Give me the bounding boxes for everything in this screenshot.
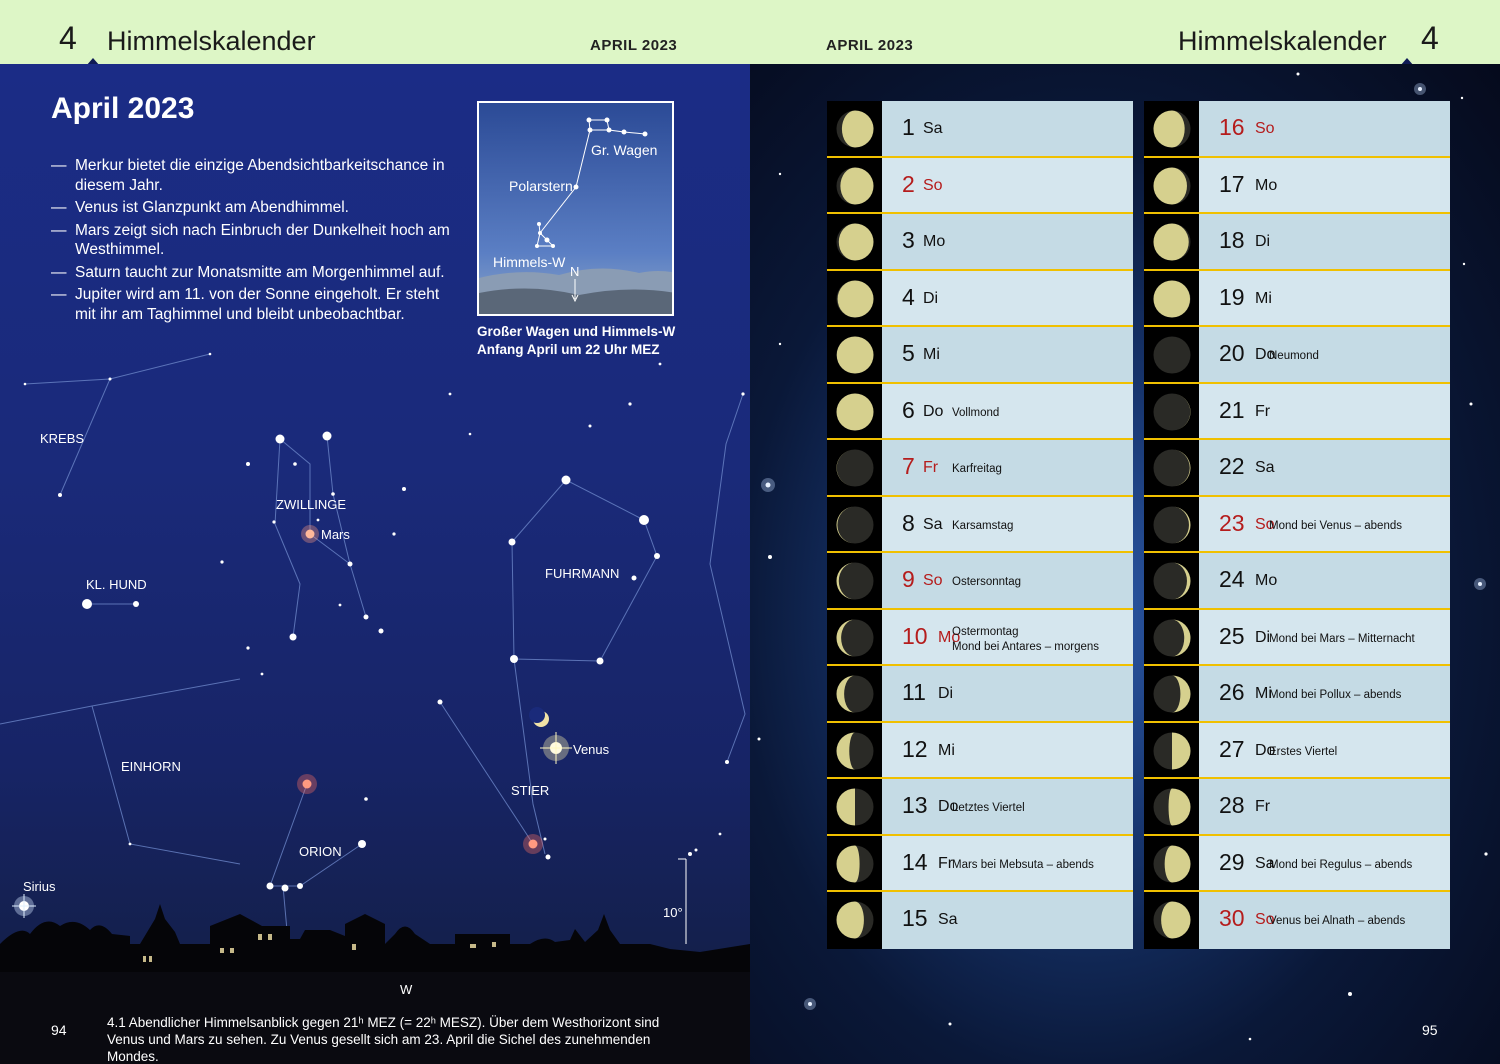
moon-phase-cell: [827, 101, 882, 156]
moon-phase-icon: [836, 449, 874, 487]
day-number: 3: [902, 227, 915, 254]
month-label-right: APRIL 2023: [826, 37, 914, 54]
moon-phase-icon: [836, 167, 874, 205]
inset-label-wagen: Gr. Wagen: [591, 142, 658, 158]
constellation-label-einhorn: EINHORN: [121, 759, 181, 774]
day-info-cell: [882, 836, 1133, 891]
calendar-day-row: [1144, 553, 1450, 610]
calendar-day-row: [827, 836, 1133, 893]
day-info-cell: [882, 327, 1133, 382]
moon-phase-icon: [1153, 619, 1191, 657]
inset-chart-big-dipper: [477, 101, 674, 316]
moon-phase-cell: [1144, 327, 1199, 382]
weekday: Di: [938, 685, 954, 703]
weekday: Fr: [1255, 402, 1271, 420]
calendar-day-row: [1144, 158, 1450, 215]
weekday: Sa: [923, 120, 943, 137]
day-info-cell: [1199, 723, 1450, 778]
calendar-day-row: [1144, 101, 1450, 158]
weekday: Mo: [1255, 176, 1278, 194]
moon-phase-cell: [1144, 666, 1199, 721]
page-number-left: 94: [51, 1022, 67, 1038]
weekday: Do: [923, 402, 944, 420]
weekday: Mi: [1255, 685, 1272, 703]
calendar-day-row: [1144, 497, 1450, 554]
calendar-day-row: [827, 892, 1133, 949]
weekday: Mo: [938, 628, 961, 646]
moon-phase-cell: [827, 384, 882, 439]
day-number: 25: [1219, 622, 1245, 649]
day-event-line: Ostermontag: [952, 625, 1019, 638]
day-event: Mond bei Pollux – abends: [1269, 689, 1402, 702]
moon-phase-icon: [1153, 393, 1191, 431]
day-number: 1: [902, 114, 915, 140]
moon-phase-icon: [1153, 506, 1191, 544]
moon-phase-cell: [1144, 779, 1199, 834]
moon-phase-icon: [1153, 901, 1191, 939]
chapter-title-right: Himmelskalender: [1178, 26, 1387, 56]
moon-phase-cell: [827, 723, 882, 778]
moon-phase-icon: [836, 562, 874, 600]
day-info-cell: [1199, 779, 1450, 834]
calendar-day-row: [827, 327, 1133, 384]
day-info-cell: [882, 553, 1133, 608]
moon-phase-icon: [1153, 732, 1191, 770]
day-event: Erstes Viertel: [1269, 745, 1338, 758]
inset-caption-line2: Anfang April um 22 Uhr MEZ: [477, 342, 660, 357]
calendar-day-row: [827, 553, 1133, 610]
day-info-cell: [882, 440, 1133, 495]
day-number: 20: [1219, 340, 1245, 367]
moon-phase-icon: [1153, 110, 1191, 148]
day-info-cell: [882, 666, 1133, 721]
weekday: Mi: [923, 346, 940, 364]
moon-phase-cell: [1144, 384, 1199, 439]
weekday: Sa: [938, 911, 958, 929]
day-event: [952, 625, 1099, 655]
calendar-day-row: [827, 214, 1133, 271]
calendar-day-row: [827, 440, 1133, 497]
moon-phase-cell: [1144, 214, 1199, 269]
calendar-day-row: [1144, 779, 1450, 836]
calendar-day-row: [827, 101, 1133, 158]
day-number: 2: [902, 170, 915, 197]
moon-phase-cell: [827, 158, 882, 213]
weekday: Mo: [1255, 572, 1278, 590]
moon-phase-icon: [836, 619, 874, 657]
calendar-day-row: [827, 723, 1133, 780]
chapter-number-left: 4: [59, 20, 77, 56]
day-info-cell: [1199, 384, 1450, 439]
day-info-cell: [882, 892, 1133, 949]
day-number: 14: [902, 848, 928, 875]
altitude-label: 10°: [663, 905, 683, 920]
day-info-cell: [1199, 101, 1450, 156]
weekday: So: [1255, 515, 1275, 533]
direction-label: W: [400, 982, 413, 997]
weekday: Sa: [1255, 459, 1275, 477]
day-event: Venus bei Alnath – abends: [1269, 915, 1406, 928]
day-event: Karfreitag: [952, 463, 1002, 476]
moon-phase-icon: [1153, 675, 1191, 713]
day-info-cell: [882, 214, 1133, 269]
day-info-cell: [882, 779, 1133, 834]
chapter-number-right: 4: [1421, 20, 1439, 56]
constellation-label-zwillinge: ZWILLINGE: [276, 497, 347, 512]
weekday: Di: [923, 289, 939, 307]
calendar-column-2: [1144, 101, 1450, 949]
inset-label-north: N: [570, 264, 580, 279]
moon-phase-cell: [827, 497, 882, 552]
day-number: 4: [902, 283, 915, 310]
weekday: Sa: [923, 515, 943, 533]
day-number: 27: [1219, 735, 1245, 762]
day-number: 15: [902, 905, 928, 932]
day-info-cell: [1199, 836, 1450, 891]
day-info-cell: [1199, 497, 1450, 552]
day-info-cell: [1199, 271, 1450, 326]
moon-phase-icon: [836, 110, 874, 148]
calendar-day-row: [1144, 610, 1450, 667]
day-number: 7: [902, 453, 915, 480]
day-event: Letztes Viertel: [952, 802, 1025, 815]
day-info-cell: [882, 610, 1133, 665]
moon-phase-icon: [1153, 562, 1191, 600]
constellation-label-kl-hund: KL. HUND: [86, 577, 147, 592]
moon-phase-icon: [836, 393, 874, 431]
day-number: 26: [1219, 679, 1245, 706]
day-number: 22: [1219, 453, 1245, 480]
moon-phase-cell: [827, 440, 882, 495]
calendar-day-row: [1144, 384, 1450, 441]
moon-phase-icon: [1153, 280, 1191, 318]
weekday: Mi: [1255, 289, 1272, 307]
planet-label-venus: Venus: [573, 742, 610, 757]
day-event-line: Mond bei Antares – morgens: [952, 640, 1100, 653]
moon-phase-cell: [1144, 723, 1199, 778]
calendar-day-row: [1144, 892, 1450, 949]
right-page: [750, 64, 1500, 1064]
moon-phase-cell: [1144, 158, 1199, 213]
inset-label-polarstern: Polarstern: [509, 178, 573, 194]
inset-label-himmelsw: Himmels-W: [493, 254, 566, 270]
day-info-cell: [882, 384, 1133, 439]
calendar-day-row: [827, 666, 1133, 723]
moon-phase-cell: [827, 779, 882, 834]
moon-phase-cell: [827, 271, 882, 326]
weekday: So: [923, 176, 943, 194]
moon-phase-cell: [1144, 610, 1199, 665]
star-label-sirius: Sirius: [23, 879, 56, 894]
moon-phase-icon: [836, 901, 874, 939]
day-number: 17: [1219, 170, 1245, 197]
inset-caption: [477, 323, 675, 359]
moon-phase-cell: [827, 327, 882, 382]
day-info-cell: [882, 723, 1133, 778]
moon-phase-cell: [827, 610, 882, 665]
moon-phase-icon: [836, 675, 874, 713]
calendar-day-row: [1144, 723, 1450, 780]
day-info-cell: [1199, 553, 1450, 608]
day-number: 23: [1219, 509, 1245, 536]
day-number: 5: [902, 340, 915, 367]
day-number: 28: [1219, 792, 1245, 819]
weekday: Fr: [923, 459, 939, 477]
moon-phase-cell: [827, 553, 882, 608]
weekday: Di: [1255, 233, 1271, 251]
weekday: Sa: [1255, 854, 1275, 872]
day-number: 12: [902, 735, 928, 762]
day-info-cell: [1199, 892, 1450, 949]
moon-phase-icon: [1153, 788, 1191, 826]
day-event: Mond bei Regulus – abends: [1269, 858, 1413, 871]
calendar-day-row: [827, 497, 1133, 554]
day-number: 24: [1219, 566, 1245, 593]
day-event: Mond bei Mars – Mitternacht: [1269, 632, 1415, 645]
day-number: 21: [1219, 396, 1245, 423]
weekday: So: [1255, 120, 1275, 137]
constellation-label-orion: ORION: [299, 844, 342, 859]
day-number: 29: [1219, 848, 1245, 875]
day-event: Karsamstag: [952, 519, 1014, 532]
calendar-day-row: [1144, 214, 1450, 271]
moon-phase-icon: [836, 280, 874, 318]
moon-phase-cell: [1144, 497, 1199, 552]
weekday: So: [1255, 911, 1275, 929]
month-label-left: APRIL 2023: [590, 37, 678, 54]
highlights-list: [51, 156, 461, 327]
calendar-day-row: [1144, 271, 1450, 328]
day-event: Mond bei Venus – abends: [1269, 519, 1402, 532]
highlight-item: — Merkur bietet die einzige Abendsichtbarkeitschance in diesem Jahr.: [51, 156, 461, 195]
figure-caption-area: [0, 972, 750, 1064]
highlight-item: — Jupiter wird am 11. von der Sonne eingeholt. Er steht mit ihr am Taghimmel und bleibt unbeobachtbar.: [51, 285, 461, 324]
day-info-cell: [1199, 327, 1450, 382]
day-event: Ostersonntag: [952, 576, 1022, 589]
page-title: April 2023: [51, 92, 195, 125]
day-number: 19: [1219, 283, 1245, 310]
highlight-item: — Venus ist Glanzpunkt am Abendhimmel.: [51, 198, 461, 218]
constellation-label-fuhrmann: FUHRMANN: [545, 566, 620, 581]
moon-phase-cell: [827, 892, 882, 949]
day-event: Vollmond: [952, 406, 1000, 419]
calendar-column-1: [827, 101, 1133, 949]
chapter-title-left: Himmelskalender: [107, 26, 316, 56]
calendar-day-row: [827, 610, 1133, 667]
day-info-cell: [1199, 440, 1450, 495]
moon-phase-icon: [1153, 336, 1191, 374]
weekday: Mi: [938, 741, 955, 759]
moon-phase-cell: [827, 666, 882, 721]
day-info-cell: [1199, 610, 1450, 665]
calendar-day-row: [827, 384, 1133, 441]
weekday: Do: [1255, 346, 1276, 364]
weekday: Do: [1255, 741, 1276, 759]
day-number: 13: [902, 792, 928, 819]
moon-phase-cell: [1144, 271, 1199, 326]
calendar-day-row: [1144, 327, 1450, 384]
moon-phase-cell: [827, 836, 882, 891]
day-event: Mars bei Mebsuta – abends: [952, 858, 1094, 871]
figure-caption: 4.1 Abendlicher Himmelsanblick gegen 21ʰ MEZ (= 22ʰ MESZ). Über dem Westhorizont sind Venus und Mars zu sehen. Zu Venus gesellt sich am 23. April die Sichel des zunehmenden Mondes.: [107, 1015, 660, 1064]
calendar-day-row: [1144, 440, 1450, 497]
highlight-item: — Saturn taucht zur Monatsmitte am Morgenhimmel auf.: [51, 263, 461, 283]
weekday: Mo: [923, 233, 946, 251]
calendar-day-row: [827, 779, 1133, 836]
constellation-label-stier: STIER: [511, 783, 550, 798]
moon-phase-icon: [1153, 167, 1191, 205]
highlight-item: — Mars zeigt sich nach Einbruch der Dunkelheit hoch am Westhimmel.: [51, 221, 461, 260]
day-number: 6: [902, 396, 915, 423]
weekday: Di: [1255, 628, 1271, 646]
day-number: 8: [902, 509, 915, 536]
calendar-day-row: [827, 158, 1133, 215]
calendar-day-row: [1144, 666, 1450, 723]
day-info-cell: [882, 497, 1133, 552]
weekday: Fr: [1255, 798, 1271, 816]
page-header: [0, 0, 1500, 64]
moon-phase-icon: [836, 506, 874, 544]
page-number-right: 95: [1422, 1022, 1438, 1038]
weekday: So: [923, 572, 943, 590]
day-number: 18: [1219, 227, 1245, 254]
moon-phase-cell: [1144, 836, 1199, 891]
moon-phase-icon: [1153, 449, 1191, 487]
moon-phase-icon: [836, 732, 874, 770]
moon-phase-icon: [1153, 223, 1191, 261]
day-number: 16: [1219, 114, 1245, 140]
inset-caption-line1: Großer Wagen und Himmels-W: [477, 324, 676, 339]
inset-sky: [479, 103, 674, 316]
moon-phase-icon: [1153, 845, 1191, 883]
weekday: Fr: [938, 854, 954, 872]
day-number: 9: [902, 566, 915, 593]
calendar-day-row: [827, 271, 1133, 328]
moon-phase-cell: [827, 214, 882, 269]
moon-phase-icon: [836, 223, 874, 261]
day-info-cell: [882, 158, 1133, 213]
calendar-day-row: [1144, 836, 1450, 893]
day-info-cell: [882, 101, 1133, 156]
day-event: Neumond: [1269, 350, 1319, 363]
moon-phase-cell: [1144, 101, 1199, 156]
left-page: [0, 64, 750, 1064]
moon-phase-icon: [836, 845, 874, 883]
moon-phase-cell: [1144, 892, 1199, 949]
day-info-cell: [882, 271, 1133, 326]
day-info-cell: [1199, 158, 1450, 213]
day-info-cell: [1199, 666, 1450, 721]
moon-phase-icon: [836, 336, 874, 374]
day-info-cell: [1199, 214, 1450, 269]
moon-phase-cell: [1144, 553, 1199, 608]
day-number: 11: [902, 679, 926, 706]
day-number: 10: [902, 622, 928, 649]
weekday: Do: [938, 798, 959, 816]
moon-phase-icon: [836, 788, 874, 826]
planet-label-mars: Mars: [321, 527, 350, 542]
moon-phase-cell: [1144, 440, 1199, 495]
day-number: 30: [1219, 905, 1245, 932]
constellation-label-krebs: KREBS: [40, 431, 85, 446]
